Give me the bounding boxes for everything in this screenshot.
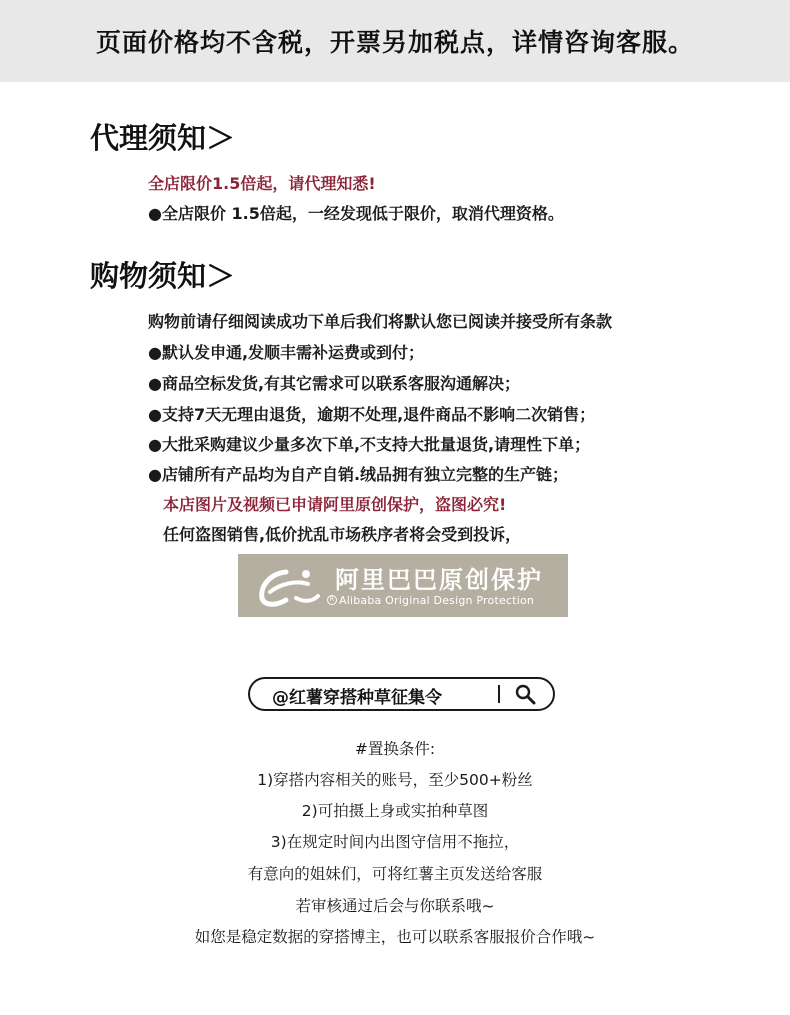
alibaba-protection-logo	[238, 554, 568, 617]
campaign-line: 有意向的姐妹们，可将红薯主页发送给客服	[247, 865, 543, 883]
agent-notice-heading: 代理须知＞	[90, 121, 236, 155]
pill-divider	[498, 685, 500, 703]
campaign-line: #置换条件:	[354, 740, 436, 758]
shopping-notice-line: 购物前请仔细阅读成功下单后我们将默认您已阅读并接受所有条款	[148, 312, 613, 331]
tax-notice-text: 页面价格均不含税，开票另加税点，详情咨询客服。	[95, 28, 694, 57]
registered-mark: R	[327, 595, 337, 605]
campaign-search-pill[interactable]	[248, 677, 555, 711]
campaign-line: 1)穿搭内容相关的账号，至少500+粉丝	[257, 771, 533, 789]
copyright-warning-line: 任何盗图销售,低价扰乱市场秩序者将会受到投诉，	[163, 525, 522, 544]
shopping-notice-heading: 购物须知＞	[90, 259, 236, 293]
campaign-line: 如您是稳定数据的穿搭博主，也可以联系客服报价合作哦~	[194, 928, 596, 946]
tax-notice-banner	[0, 0, 790, 82]
campaign-line: 2)可拍摄上身或实拍种草图	[301, 802, 489, 820]
shopping-notice-line: ●支持7天无理由退货，逾期不处理,退件商品不影响二次销售；	[148, 405, 596, 424]
agent-notice-line: ●全店限价 1.5倍起，一经发现低于限价，取消代理资格。	[148, 204, 564, 223]
campaign-title: @红薯穿搭种草征集令	[272, 688, 442, 708]
logo-chinese-text: 阿里巴巴原创保护	[335, 566, 543, 594]
shopping-notice-line: ●默认发申通,发顺丰需补运费或到付；	[148, 343, 425, 362]
shopping-notice-line: ●商品空标发货,有其它需求可以联系客服沟通解决；	[148, 374, 521, 393]
campaign-line: 3)在规定时间内出图守信用不拖拉，	[270, 833, 520, 851]
campaign-line: 若审核通过后会与你联系哦~	[295, 897, 495, 915]
copyright-warning-line: 本店图片及视频已申请阿里原创保护，盗图必究!	[163, 495, 507, 514]
alibaba-logo-icon	[256, 562, 322, 610]
search-icon[interactable]	[514, 683, 536, 705]
agent-notice-line: 全店限价1.5倍起，请代理知悉!	[148, 174, 376, 193]
shopping-notice-line: ●店铺所有产品均为自产自销.绒品拥有独立完整的生产链；	[148, 465, 569, 484]
logo-english-text: Alibaba Original Design Protection	[339, 594, 535, 607]
shopping-notice-line: ●大批采购建议少量多次下单,不支持大批量退货,请理性下单；	[148, 435, 591, 454]
